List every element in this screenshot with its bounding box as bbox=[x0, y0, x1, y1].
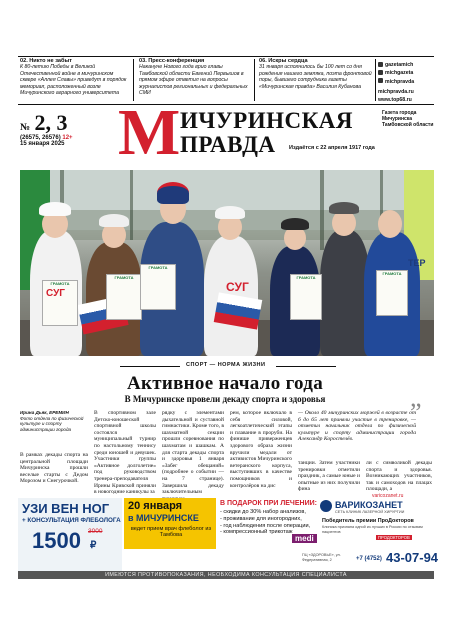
ad-currency: ₽ bbox=[90, 540, 97, 551]
masthead-rule bbox=[18, 104, 434, 105]
author-note: Фото отдела по физической культуре и спорту администрации города bbox=[20, 415, 84, 432]
ad-brand-medi: medi bbox=[292, 534, 317, 543]
teaser-title: Искры сердца bbox=[268, 58, 308, 64]
person-hat bbox=[157, 182, 189, 204]
ad-city: в МИЧУРИНСКЕ bbox=[128, 513, 199, 523]
person-hat bbox=[39, 202, 71, 216]
author: Ирина Дьяк, ЕРЕМИН bbox=[20, 410, 69, 415]
person-hat bbox=[281, 218, 309, 230]
certificate-sign: ГРАМОТА bbox=[376, 270, 408, 316]
ad-subtitle: + КОНСУЛЬТАЦИЯ ФЛЕБОЛОГА bbox=[22, 517, 121, 524]
masthead-title-1: ИЧУРИНСКАЯ bbox=[180, 108, 353, 133]
ad-doctor: ведет прием врач флеболог из Тамбова bbox=[130, 526, 212, 539]
masthead-title-2: ПРАВДА bbox=[180, 132, 276, 157]
teaser-body: Накануне Нового года врио главы Тамбовской области Евгений Первышов в прямом эфире ответил на вопросы журналистов региональных и федеральных СМИ bbox=[139, 64, 248, 97]
issue-date: 15 января 2025 bbox=[20, 141, 65, 147]
rubric: СПОРТ — НОРМА ЖИЗНИ bbox=[186, 362, 266, 368]
ad-winner-sub: Клиника признана одной из лучших в России по отзывам пациентов bbox=[322, 525, 423, 534]
teaser-2 bbox=[139, 58, 249, 96]
sign-tag: ТЕР bbox=[408, 258, 426, 268]
column-lead: В рамках декады спорта на центральной площади Мичуринска прошли веселые старты с Дедом Морозом и Снегурочкой. bbox=[20, 452, 88, 485]
quote-mark-icon: ” bbox=[410, 398, 422, 427]
certificate-sign: ГРАМОТА bbox=[42, 280, 78, 326]
masthead-letter: М bbox=[118, 96, 181, 169]
ad-title: УЗИ ВЕН НОГ bbox=[22, 501, 110, 516]
divider bbox=[375, 59, 376, 101]
teaser-page: 06. bbox=[259, 58, 267, 64]
teaser-body: 31 января исполнилось бы 100 лет со дня рождения нашего земляка, поэта фронтовой поры, бывшего сотрудника газеты «Мичуринская правда» Василия Кубанова bbox=[259, 64, 372, 90]
teaser-1 bbox=[20, 58, 128, 96]
issue-block bbox=[20, 110, 100, 147]
person-hat bbox=[215, 206, 245, 219]
ad-price: 1500 bbox=[32, 528, 81, 553]
ad-old-price: 3000 bbox=[88, 528, 103, 535]
ad-winner: Победитель премии ПроДокторов bbox=[322, 518, 414, 524]
issue-number: 2, 3 bbox=[34, 110, 68, 135]
column-2: В спортивном зале Детско-юношеской спортивной школы состоялся муниципальный турнир по настольному теннису среди юношей и девушек. Участники группы «Активное долголетие» под руководством тренера-преподавателя Ирины Кривской приняли в новогодние каникулы за bbox=[94, 410, 156, 496]
masthead-region: Газета города Мичуринска Тамбовской области bbox=[382, 110, 434, 128]
site-link-2[interactable]: www.top68.ru bbox=[378, 96, 412, 103]
subhead: В Мичуринске провели декаду спорта и здоровья bbox=[124, 394, 326, 404]
certificate-sign: ГРАМОТА bbox=[106, 274, 142, 320]
banner-text-2: СУГ bbox=[46, 288, 65, 299]
person-hat bbox=[99, 214, 129, 227]
rubric-rule-right bbox=[276, 366, 336, 367]
ad-site[interactable]: varicozanet.ru bbox=[372, 493, 404, 499]
certificate-sign: ГРАМОТА bbox=[140, 264, 176, 310]
masthead-since: Издаётся с 22 апреля 1917 года bbox=[289, 145, 375, 151]
teaser-page: 02. bbox=[20, 58, 28, 64]
ad-phone[interactable]: 43-07-94 bbox=[386, 550, 439, 565]
social-item[interactable]: michpravda bbox=[378, 78, 414, 86]
column-6: ли с символикой декады спорта и здоровья. Возникающих участников, так и самоходов на плацах площади, а bbox=[366, 460, 432, 493]
column-4: рем, которое включало в себя силовой, легкоатлетический этапы и плавание в проруби. На финише приверженцев здорового образа жизни вручили медали от активистов Мичуринского ветеранского корпуса, выступивших в качестве помощников и контролёров на дис bbox=[230, 410, 292, 489]
ad-date: 20 января bbox=[128, 500, 183, 512]
social-block bbox=[378, 61, 414, 103]
pull-quote: — Около 40 мичуринских моржей в возрасте от 6 до 65 лет приняли участие в тренировке, — отметил начальник отдела по физической культуре и спорту администрации города Александр Коростелёв. bbox=[298, 410, 416, 443]
byline bbox=[20, 410, 88, 432]
teaser-page: 03. bbox=[139, 58, 147, 64]
top-rule bbox=[18, 56, 434, 57]
ad-gift-list: - скидки до 30% набор анализов, - проживание для иногородних, - год наблюдения после операции, - компрессионный трикотаж bbox=[220, 509, 311, 536]
issue-total: (26575, 26576) bbox=[20, 135, 61, 141]
vk-icon bbox=[378, 62, 383, 67]
issue-no-label: № bbox=[20, 122, 31, 133]
ad-prodoctorov-badge: ПРОДОКТОРОВ bbox=[378, 535, 410, 540]
banner-text: СУГ bbox=[226, 280, 249, 294]
divider bbox=[254, 59, 255, 101]
lead-photo bbox=[20, 170, 434, 356]
ad-gift-title: В ПОДАРОК ПРИ ЛЕЧЕНИИ: bbox=[220, 500, 317, 507]
age-badge: 12+ bbox=[62, 135, 73, 141]
ok-icon bbox=[378, 70, 383, 75]
column-5: танции. Затем участники тренировки отметили праздник, а самые юные и опытные из них получили фина bbox=[298, 460, 360, 493]
ad-phone-prefix: +7 (4752) bbox=[356, 556, 382, 562]
social-item[interactable]: gazetamich bbox=[378, 61, 414, 69]
teaser-title: Пресс-конференция bbox=[148, 58, 205, 64]
person-face bbox=[378, 210, 402, 238]
telegram-icon bbox=[378, 78, 383, 83]
person bbox=[320, 230, 370, 356]
social-item[interactable]: michgazeta bbox=[378, 69, 414, 77]
ad-brand: ВАРИКОЗАНЕТ bbox=[335, 500, 403, 510]
column-3: рядку с элементами дыхательной и суставной гимнастики. Кроме того, в шахматной секции прошли соревнования по шахматам и шашкам. А для старта декады спорта и здоровья 1 января «Забег обещаний» (подробнее о событии — на 7 странице). Завершила декаду заключительным bbox=[162, 410, 224, 496]
divider bbox=[133, 59, 134, 101]
teaser-3 bbox=[259, 58, 373, 90]
ad-address: ПЦ «ЗДОРОВЬЕ», ул. Федеративная, 2 bbox=[302, 553, 341, 562]
certificate-sign: ГРАМОТА bbox=[290, 274, 322, 320]
ad-brand-sub: СЕТЬ КЛИНИК ЛАЗЕРНОЙ ХИРУРГИИ bbox=[335, 510, 405, 514]
site-link[interactable]: michpravda.ru bbox=[378, 89, 414, 96]
headline: Активное начало года bbox=[126, 373, 324, 394]
person-hat bbox=[329, 202, 359, 214]
ad-license: ИМЕЮТСЯ ПРОТИВОПОКАЗАНИЯ, НЕОБХОДИМА КОНСУЛЬТАЦИЯ СПЕЦИАЛИСТА bbox=[18, 571, 434, 579]
ad-brand-logo-icon bbox=[320, 500, 332, 512]
rubric-rule-left bbox=[120, 366, 180, 367]
advertisement[interactable] bbox=[18, 493, 439, 579]
teaser-body: К 80-летию Победы в Великой Отечественной войне в мичуринском сквере «Аллея Славы» приведут в порядок мемориал, расположенный возле Мичуринского аграрного университета bbox=[20, 64, 127, 97]
teaser-title: Никто не забыт bbox=[29, 58, 72, 64]
